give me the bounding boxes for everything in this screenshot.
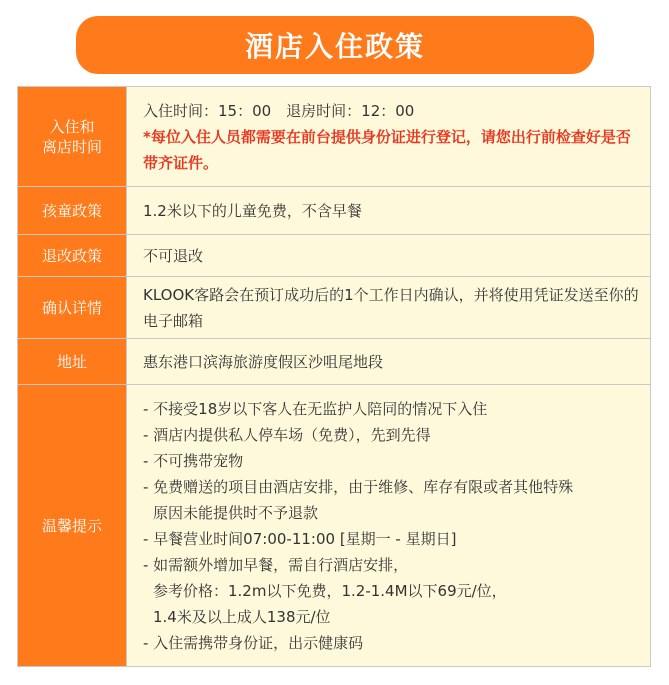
tip-line: - 免费赠送的项目由酒店安排，由于维修、库存有限或者其他特殊 [143,477,574,496]
policy-table [17,86,651,667]
row-label-checkin [18,87,127,187]
confirm-details-text: KLOOK客路会在预订成功后的1个工作日内确认，并将使用凭证发送至你的电子邮箱 [127,277,651,339]
checkin-times: 入住时间：15：00 退房时间：12：00 [143,101,415,120]
row-checkin [18,87,651,187]
tip-line-continued: 原因未能提供时不予退款 [153,503,319,522]
row-label-refund: 退改政策 [18,235,127,277]
tip-line: - 入住需携带身份证，出示健康码 [143,633,364,652]
tip-line-continued: 1.4米及以上成人138元/位 [153,607,331,626]
row-confirm [18,277,651,339]
row-label-children: 孩童政策 [18,187,127,235]
title-banner [76,16,594,74]
checkin-label-line1: 入住和 [49,117,95,136]
page-title: 酒店入住政策 [244,30,425,63]
id-notice: *每位入住人员都需要在前台提供身份证进行登记，请您出行前检查好是否带齐证件。 [143,127,631,172]
row-content-checkin [127,87,651,187]
refund-policy-text: 不可退改 [127,235,651,277]
row-content-tips [127,385,651,667]
children-policy-text: 1.2米以下的儿童免费，不含早餐 [127,187,651,235]
tip-line-continued: 参考价格：1.2m以下免费，1.2-1.4M以下69元/位， [153,581,507,600]
row-label-tips: 温馨提示 [18,385,127,667]
row-refund [18,235,651,277]
tip-line: - 不可携带宠物 [143,451,244,470]
tip-line: - 不接受18岁以下客人在无监护人陪同的情况下入住 [143,399,488,418]
row-tips [18,385,651,667]
row-address [18,339,651,385]
tip-line: - 酒店内提供私人停车场（免费），先到先得 [143,425,431,444]
address-text: 惠东港口滨海旅游度假区沙咀尾地段 [127,339,651,385]
row-children [18,187,651,235]
row-label-confirm: 确认详情 [18,277,127,339]
checkin-label-line2: 离店时间 [41,137,102,156]
tip-line: - 如需额外增加早餐，需自行酒店安排， [143,555,409,574]
row-label-address: 地址 [18,339,127,385]
tip-line: - 早餐营业时间07:00-11:00 [星期一 - 星期日] [143,529,457,548]
